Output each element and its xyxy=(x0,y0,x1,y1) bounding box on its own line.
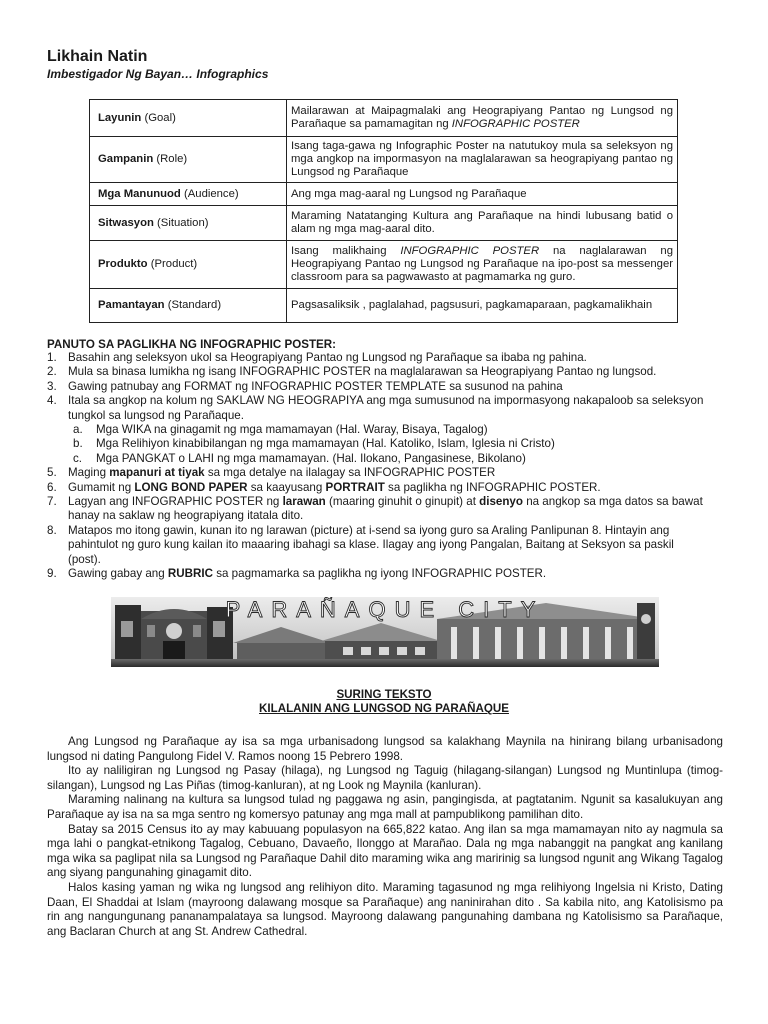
row-value: Isang malikhaing INFOGRAPHIC POSTER na naglalarawan ng Heograpiyang Pantao ng Lungsod ng Parañaque na ipo-post sa messenger classroom para sa pagwawasto at pagmamarka ng guro. xyxy=(287,241,678,289)
row-label: Produkto (Product) xyxy=(90,241,287,289)
paragraph: Halos kasing yaman ng wika ng lungsod ang relihiyon dito. Maraming tagasunod ng mga relihiyong Ingelsia ni Kristo, Dating Daan, El Shaddai at Islam (mayroong dalawang mosque sa Parañaque) ang naninirahan dito . Sa kabila nito, ang Katolisismo pa rin ang nangungunang pananampalataya sa lungsod. Mayroong dalawang pangunahing dambana ng Katolisismo sa Parañaque, ang Baclaran Church at ang St. Andrew Cathedral. xyxy=(47,880,723,938)
city-banner-image xyxy=(111,597,659,667)
row-value: Ang mga mag-aaral ng Lungsod ng Parañaque xyxy=(287,183,678,206)
paragraph: Batay sa 2015 Census ito ay may kabuuang populasyon na 665,822 katao. Ang ilan sa mga mamamayan nito ay nagmula sa mga lahi o pangkat-etnikong Tagalog, Cebuano, Davaeño, Ilonggo at Marañao. Dala ng mga nabanggit na pangkat ang kanilang mga wika sa paglipat nila sa Lungsod ng Parañaque Dahil dito maraming wika ang maririnig sa lungsod ngunit ang Wikang Tagalog ang siyang pangunahing ginagamit dito. xyxy=(47,822,723,880)
row-label: Gampanin (Role) xyxy=(90,137,287,183)
table-row xyxy=(90,206,678,241)
paragraph: Maraming nalinang na kultura sa lungsod tulad ng paggawa ng asin, pangingisda, at pagtatanim. Ngunit sa kasalukuyan ang Parañaque ay isa na sa mga sentro ng komersyo patunay ang mga mall at pampublikong pamilihan dito. xyxy=(47,793,723,821)
worksheet-subtitle: Imbestigador Ng Bayan… Infographics xyxy=(47,67,269,81)
reading-text xyxy=(47,735,723,939)
section-heading: SURING TEKSTO xyxy=(336,688,432,701)
row-label: Mga Manunuod (Audience) xyxy=(90,183,287,206)
row-label: Pamantayan (Standard) xyxy=(90,289,287,323)
table-row xyxy=(90,137,678,183)
church-facade xyxy=(115,605,233,663)
row-label: Sitwasyon (Situation) xyxy=(90,206,287,241)
row-value: Isang taga-gawa ng Infographic Poster na natutukoy mula sa seleksyon ng mga angkop na impormasyon na maglalarawan sa heograpiyang pantao ng Lungsod ng Parañaque xyxy=(287,137,678,183)
list-item: 9. Gawing gabay ang RUBRIC sa pagmamarka sa paglikha ng iyong INFOGRAPHIC POSTER. xyxy=(47,567,547,581)
paragraph: Ang Lungsod ng Parañaque ay isa sa mga urbanisadong lungsod sa kalakhang Maynila na hinirang bilang urbanisadong lungsod ni dating Pangulong Fidel V. Ramos noong 15 Pebrero 1998. xyxy=(47,735,723,763)
list-item: 6. Gumamit ng LONG BOND PAPER sa kaayusang PORTRAIT sa paglikha ng INFOGRAPHIC POSTER. xyxy=(47,480,601,494)
banner-text: PARAÑAQUE CITY xyxy=(225,597,545,622)
list-item: 7. Lagyan ang INFOGRAPHIC POSTER ng larawan (maaring ginuhit o ginupit) at disenyo na angkop sa mga datos sa bawat hanay na saklaw ng heograpiyang itatala dito. xyxy=(47,495,703,523)
worksheet-title: Likhain Natin xyxy=(47,48,148,65)
panuto-heading: PANUTO SA PAGLIKHA NG INFOGRAPHIC POSTER: xyxy=(47,338,336,351)
grasps-table xyxy=(89,99,678,323)
table-row xyxy=(90,100,678,137)
row-label: Layunin (Goal) xyxy=(90,100,287,137)
list-item: 2. Mula sa binasa lumikha ng isang INFOGRAPHIC POSTER na maglalarawan sa Heograpiyang Pantao ng lungsod. xyxy=(47,365,657,379)
table-row xyxy=(90,289,678,323)
table-row xyxy=(90,183,678,206)
section-subheading: KILALANIN ANG LUNGSOD NG PARAÑAQUE xyxy=(259,702,509,715)
row-value: Mailarawan at Maipagmalaki ang Heograpiyang Pantao ng Lungsod ng Parañaque sa pamamagitan ng INFOGRAPHIC POSTER xyxy=(287,100,678,137)
paragraph: Ito ay naliligiran ng Lungsod ng Pasay (hilaga), ng Lungsod ng Taguig (hilagang-silangan) Lungsod ng Muntinlupa (timog- silangan), Lungsod ng Las Piñas (timog-kanluran), at ng Look ng Maynila (kanluran). xyxy=(47,764,723,792)
list-item: 1. Basahin ang seleksyon ukol sa Heograpiyang Pantao ng Lungsod ng Parañaque sa ibaba ng pahina. xyxy=(47,351,587,364)
list-subitem: c. Mga PANGKAT o LAHI ng mga mamamayan. (Hal. Ilokano, Pangasinese, Bikolano) xyxy=(73,451,526,465)
list-item: 8. Matapos mo itong gawin, kunan ito ng larawan (picture) at i-send sa iyong guro sa Araling Panlipunan 8. Hintayin ang pahintulot ng guro kung kailan ito maaaring ibahagi sa klase. Ilagay ang iyong Pangalan, Baitang at Seksyon sa paskil (post). xyxy=(47,523,674,566)
table-row xyxy=(90,241,678,289)
list-subitem: b. Mga Relihiyon kinabibilangan ng mga mamamayan (Hal. Katoliko, Islam, Iglesia ni Cristo) xyxy=(73,437,555,451)
row-value: Maraming Natatanging Kultura ang Parañaque na hindi lubusang batid o alam ng mga mag-aaral dito. xyxy=(287,206,678,241)
list-item: 3. Gawing patnubay ang FORMAT ng INFOGRAPHIC POSTER TEMPLATE sa susunod na pahina xyxy=(47,379,563,393)
instruction-list xyxy=(47,351,707,582)
list-subitem: a. Mga WIKA na ginagamit ng mga mamamayan (Hal. Waray, Bisaya, Tagalog) xyxy=(73,423,488,437)
list-item: 5. Maging mapanuri at tiyak sa mga detalye na ilalagay sa INFOGRAPHIC POSTER xyxy=(47,466,496,480)
list-item: 4. Itala sa angkop na kolum ng SAKLAW NG HEOGRAPIYA ang mga sumusunod na impormasyong nakapaloob sa seleksyon tungkol sa lungsod ng Parañaque. xyxy=(47,394,704,422)
row-value: Pagsasaliksik , paglalahad, pagsusuri, pagkamaparaan, pagkamalikhain xyxy=(287,289,678,323)
